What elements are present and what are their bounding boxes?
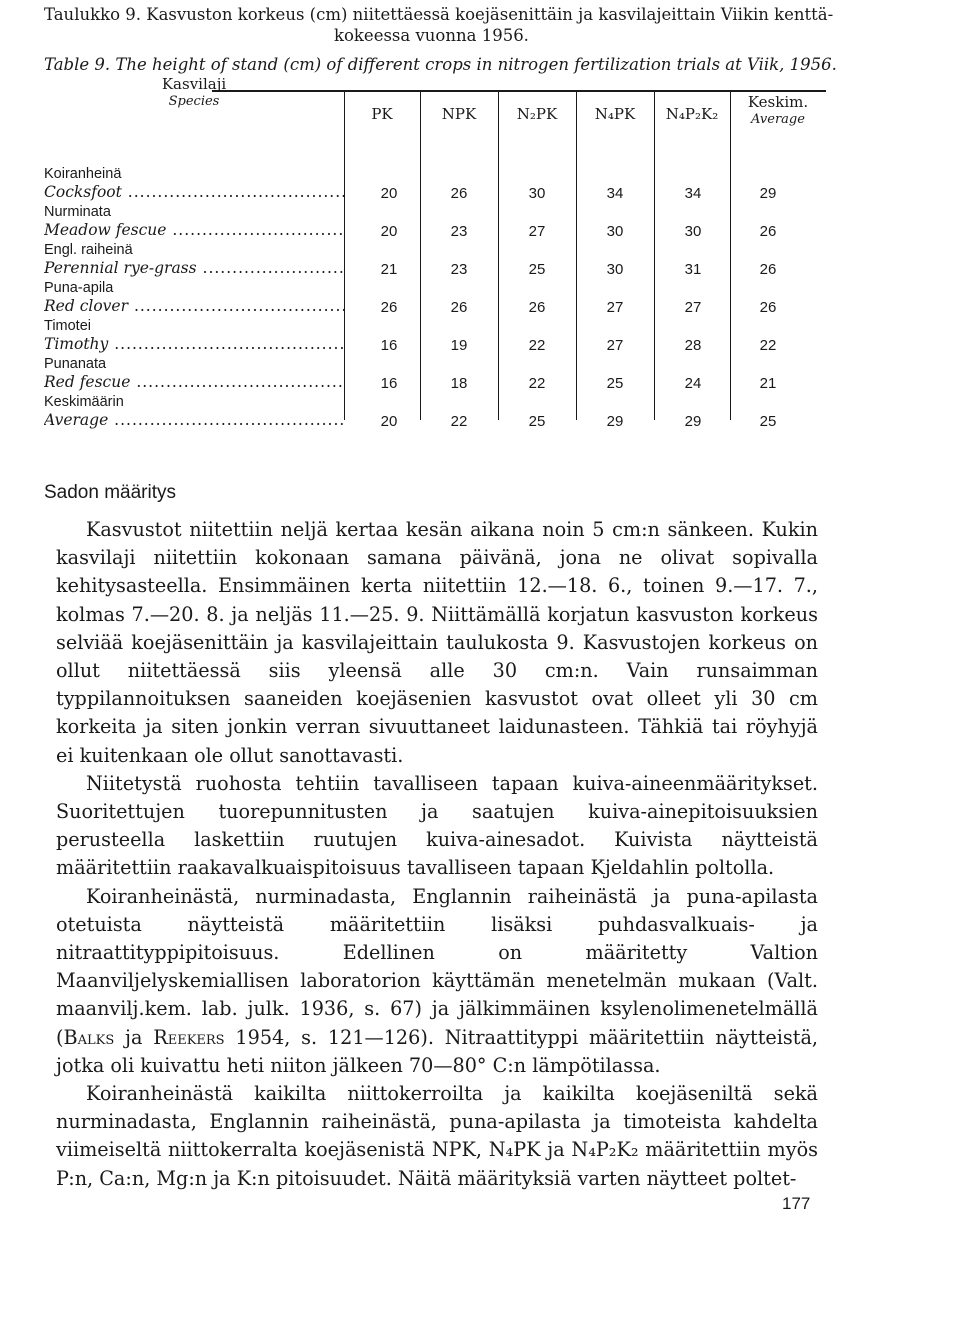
table-row: Timotei Timothy ..... 16 19 22 27 28 22 [44,318,834,356]
paragraph: Koiranheinästä kaikilta niittokerroilta ja kaikilta koejäseniltä sekä nurminadasta, Englannin raiheinästä, puna-apilasta ja timoteista kahdelta viimeiseltä niittokerralta koejäsenistä NPK, N₄PK ja N₄P₂K₂ määritettiin myös P:n, Ca:n, Mg:n ja K:n pitoisuudet. Näitä määrityksiä varten näytteet poltet- [56,1082,818,1190]
section-title: Sadon määritys [44,482,177,503]
table-row-average: Keskimäärin Average ..... 20 22 25 29 29 25 [44,394,834,432]
table-top-rule [212,90,826,92]
header-n4pk: N₄PK [594,105,636,123]
header-n2pk: N₂PK [516,105,558,123]
author-balks: Balks [63,1025,115,1049]
paragraph: Kasvustot niitettiin neljä kertaa kesän aikana noin 5 cm:n sänkeen. Kukin kasvilaji niitettiin kokonaan samana päivänä, jona ne olivat sopivalla kehitysasteella. Ensimmäinen kerta niitettiin 12.—18. 6., toinen 9.—17. 7., kolmas 7.—20. 8. ja neljäs 11.—25. 9. Niittämällä korjatun kasvuston korkeus selviää koejäsenittäin ja kasvilajeittain taulukosta 9. Kasvustojen korkeus on ollut niitettäessä siis yleensä alle 30 cm:n. Vain runsaimman typpilannoituksen saaneiden koejäsenien kasvustot ovat olleet yli 30 cm korkeita ja siten jonkin verran sivuuttaneet laidunasteen. Tähkiä tai röyhyjä ei kuitenkaan ole ollut sanottavasti. [56,518,818,767]
table-row: Koiranheinä Cocksfoot ..... 20 26 30 34 34 29 [44,166,834,204]
header-npk: NPK [441,105,477,123]
caption-fi-line2: kokeessa vuonna 1956. [334,26,529,45]
body-text [56,516,818,1193]
header-n4p2k2: N₄P₂K₂ [665,105,719,123]
caption-fi-line1: Taulukko 9. Kasvuston korkeus (cm) niitettäessä koejäsenittäin ja kasvilajeittain Viikin kenttä- [44,5,834,24]
table-row: Engl. raiheinä Perennial rye-grass ..... 21 23 25 30 31 26 [44,242,834,280]
page-number: 177 [782,1194,811,1213]
height-table [44,76,834,436]
caption-en: Table 9. The height of stand (cm) of different crops in nitrogen fertilization trials at Viik, 1956. [44,55,837,74]
header-pk: PK [371,105,393,123]
paragraph: Koiranheinästä, nurminadasta, Englannin raiheinästä ja puna-apilasta otetuista näytteistä määritettiin lisäksi puhdasvalkuais- ja nitraattityppipitoisuus. Edellinen on määritetty Valtion Maanviljelyskemiallisen laboratorion käyttämän menetelmän mukaan (Valt. maanvilj.kem. lab. julk. 1936, s. 67) ja jälkimmäinen ksylenolimenetelmällä (Balks ja Reekers 1954, s. 121—126). Nitraattityppi määritettiin näytteistä, jotka oli kuivattu heti niiton jälkeen 70—80° C:n lämpötilassa. [56,884,818,1077]
paragraph: Niitetystä ruohosta tehtiin tavalliseen tapaan kuiva-aineenmääritykset. Suoritettujen tuorepunnitusten ja saatujen kuiva-ainepitoisuuksien perusteella laskettiin ruutujen kuiva-ainesadot. Kuivista näytteistä määritettiin raakavalkuaispitoisuus tavalliseen tapaan Kjeldahlin poltolla. [56,771,818,880]
table-row: Puna-apila Red clover ..... 26 26 26 27 27 26 [44,280,834,318]
table-row: Nurminata Meadow fescue ..... 20 23 27 30 30 26 [44,204,834,242]
author-reekers: Reekers [153,1025,225,1049]
header-average: Keskim. Average [747,93,809,127]
header-species: Kasvilaji Species [161,75,227,109]
table-row: Punanata Red fescue ..... 16 18 22 25 24 21 [44,356,834,394]
table-caption [44,4,874,75]
